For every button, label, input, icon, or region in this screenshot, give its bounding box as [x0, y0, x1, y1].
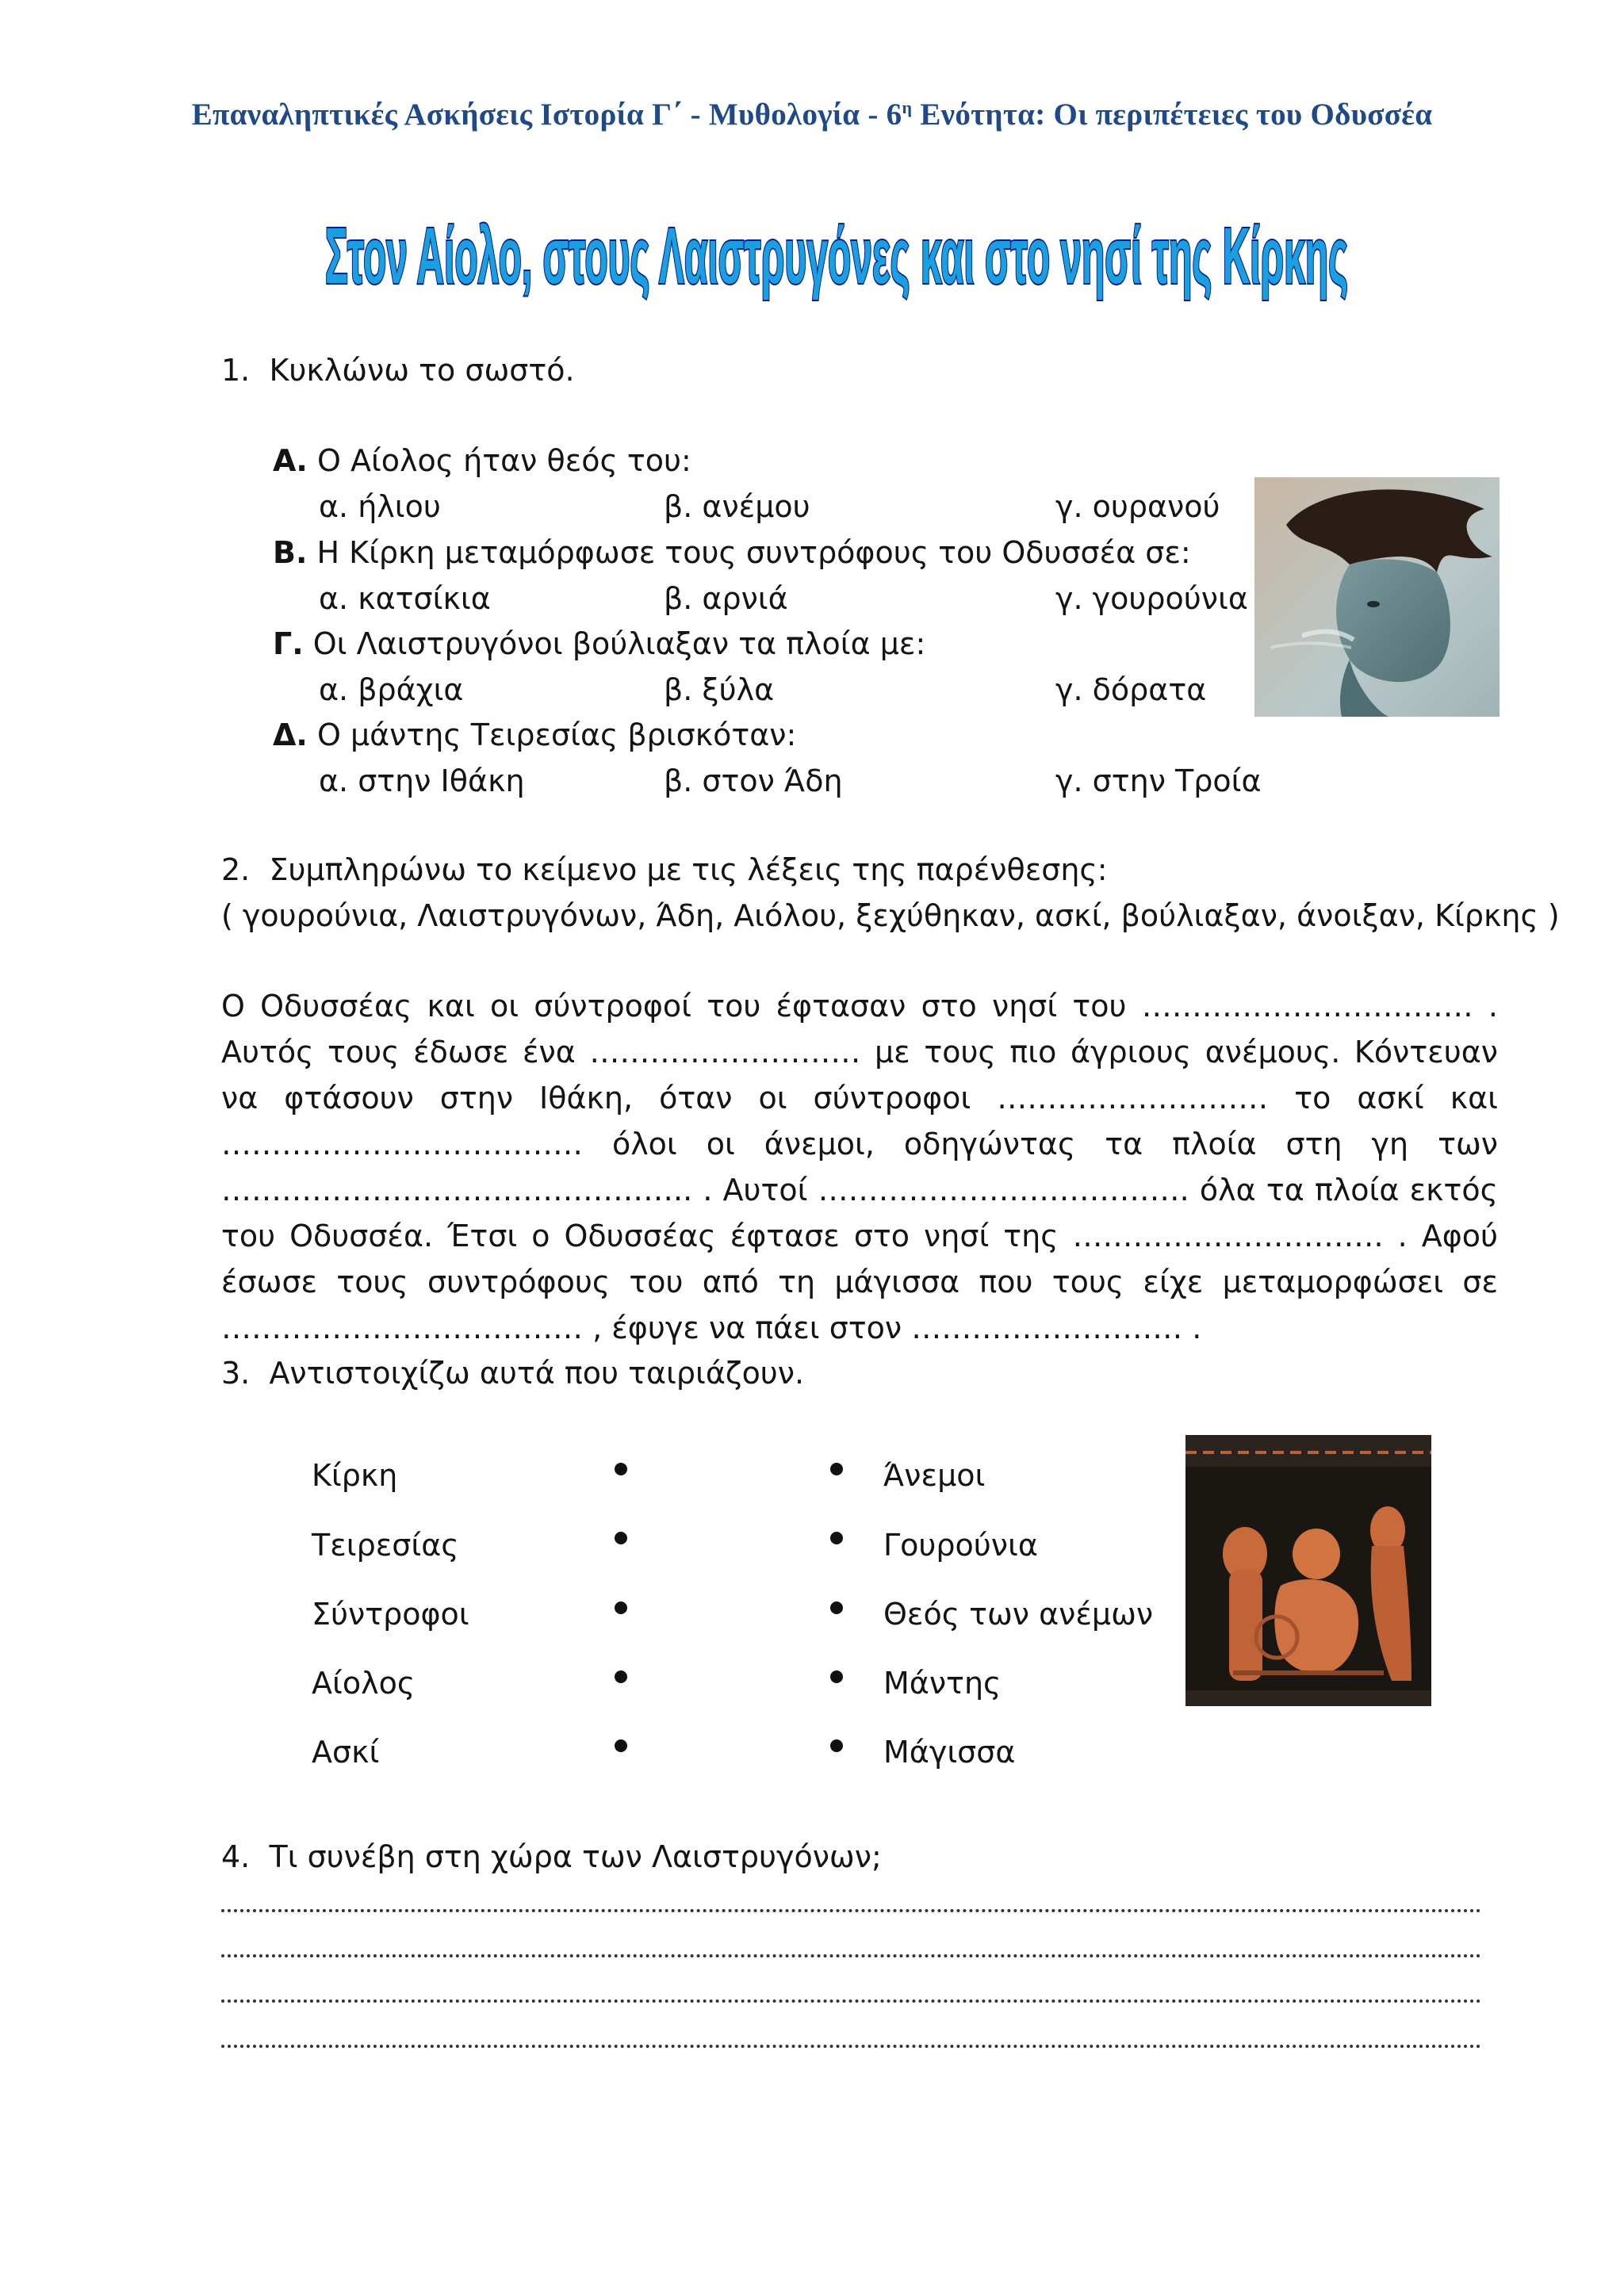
title-text: Στον Αίολο, στους Λαιστρυγόνες και στο νησί της Κίρκης [325, 212, 1348, 300]
question-d: Δ. Ο μάντης Τειρεσίας βρισκόταν: [273, 718, 797, 752]
question-letter: Γ. [273, 626, 304, 661]
question-letter: Β. [273, 535, 308, 570]
match-dot-left[interactable] [615, 1601, 627, 1614]
match-dot-right[interactable] [830, 1739, 843, 1752]
answer-line[interactable] [221, 1909, 1481, 1912]
match-right-item: Άνεμοι [883, 1458, 986, 1493]
match-right-item: Γουρούνια [883, 1528, 1038, 1563]
match-right-item: Μάγισσα [883, 1735, 1016, 1770]
option-c-beta[interactable]: β. ξύλα [664, 672, 775, 707]
match-right-item: Θεός των ανέμων [883, 1597, 1154, 1632]
option-c-alpha[interactable]: α. βράχια [319, 672, 464, 707]
match-dot-right[interactable] [830, 1463, 843, 1475]
match-dot-left[interactable] [615, 1532, 627, 1544]
match-dot-left[interactable] [615, 1463, 627, 1475]
match-left-item: Κίρκη [312, 1458, 398, 1493]
question-letter: Δ. [273, 718, 308, 752]
exercise1-heading: 1. Κυκλώνω το σωστό. [221, 353, 575, 388]
greek-vase-image [1185, 1435, 1431, 1706]
option-b-alpha[interactable]: α. κατσίκια [319, 581, 491, 616]
option-a-beta[interactable]: β. ανέμου [664, 489, 810, 524]
question-letter: Α. [273, 443, 308, 478]
match-left-item: Αίολος [312, 1666, 416, 1701]
option-d-beta[interactable]: β. στον Άδη [664, 763, 843, 798]
match-dot-right[interactable] [830, 1601, 843, 1614]
aeolus-portrait-image [1254, 477, 1500, 717]
option-b-gamma[interactable]: γ. γουρούνια [1055, 581, 1248, 616]
option-a-alpha[interactable]: α. ήλιου [319, 489, 441, 524]
option-a-gamma[interactable]: γ. ουρανού [1055, 489, 1220, 524]
option-d-alpha[interactable]: α. στην Ιθάκη [319, 763, 525, 798]
exercise2-heading: 2. Συμπληρώνω το κείμενο με τις λέξεις της παρένθεσης: [221, 852, 1108, 887]
match-left-item: Σύντροφοι [312, 1597, 469, 1632]
match-right-item: Μάντης [883, 1666, 1002, 1701]
option-b-beta[interactable]: β. αρνιά [664, 581, 788, 616]
answer-line[interactable] [221, 2045, 1481, 2048]
question-a: Α. Ο Αίολος ήταν θεός του: [273, 443, 691, 478]
match-dot-right[interactable] [830, 1532, 843, 1544]
word-bank: ( γουρούνια, Λαιστρυγόνων, Άδη, Αιόλου, ξεχύθηκαν, ασκί, βούλιαξαν, άνοιξαν, Κίρκης ) [221, 898, 1560, 933]
match-dot-left[interactable] [615, 1670, 627, 1683]
option-c-gamma[interactable]: γ. δόρατα [1055, 672, 1207, 707]
paragraph-text[interactable]: Ο Οδυσσέας και οι σύντροφοί του έφτασαν στο νησί του …………………………… . Αυτός τους έδωσε ένα ……………………… με τους πιο άγριους ανέμους. Κόντευαν να φτάσουν στην Ιθάκη, όταν οι σύντροφοι ……………………… το ασκί και ……………………………… όλοι οι άνεμοι, οδηγώντας τα πλοία στη γη των ……………………………………….. . Αυτοί ………………………………. όλα τα πλοία εκτός του Οδυσσέα. Έτσι ο Οδυσσέας έφτασε στο νησί της …………………………. . Αφού έσωσε τους συντρόφους του από τη μάγισσα που τους είχε μεταμορφώσει σε ……………………………… , έφυγε να πάει στον ……………………… . [221, 989, 1498, 1345]
match-dot-right[interactable] [830, 1670, 843, 1683]
exercise4-heading: 4. Τι συνέβη στη χώρα των Λαιστρυγόνων; [221, 1839, 882, 1874]
answer-line[interactable] [221, 1954, 1481, 1957]
match-left-item: Τειρεσίας [312, 1528, 459, 1563]
option-d-gamma[interactable]: γ. στην Τροία [1055, 763, 1262, 798]
worksheet-title [317, 194, 1356, 305]
question-c: Γ. Οι Λαιστρυγόνοι βούλιαξαν τα πλοία με: [273, 626, 926, 661]
answer-line[interactable] [221, 1999, 1481, 2003]
question-b: Β. Η Κίρκη μεταμόρφωσε τους συντρόφους του Οδυσσέα σε: [273, 535, 1191, 570]
worksheet-header: Επαναληπτικές Ασκήσεις Ιστορία Γ΄ - Μυθολογία - $6^\eta$ Ενότητα: Οι περιπέτειες του Οδυσσέα [191, 98, 1433, 132]
fill-in-paragraph[interactable] [221, 983, 1498, 1351]
exercise3-heading: 3. Αντιστοιχίζω αυτά που ταιριάζουν. [221, 1356, 805, 1391]
match-left-item: Ασκί [312, 1735, 380, 1770]
match-dot-left[interactable] [615, 1739, 627, 1752]
